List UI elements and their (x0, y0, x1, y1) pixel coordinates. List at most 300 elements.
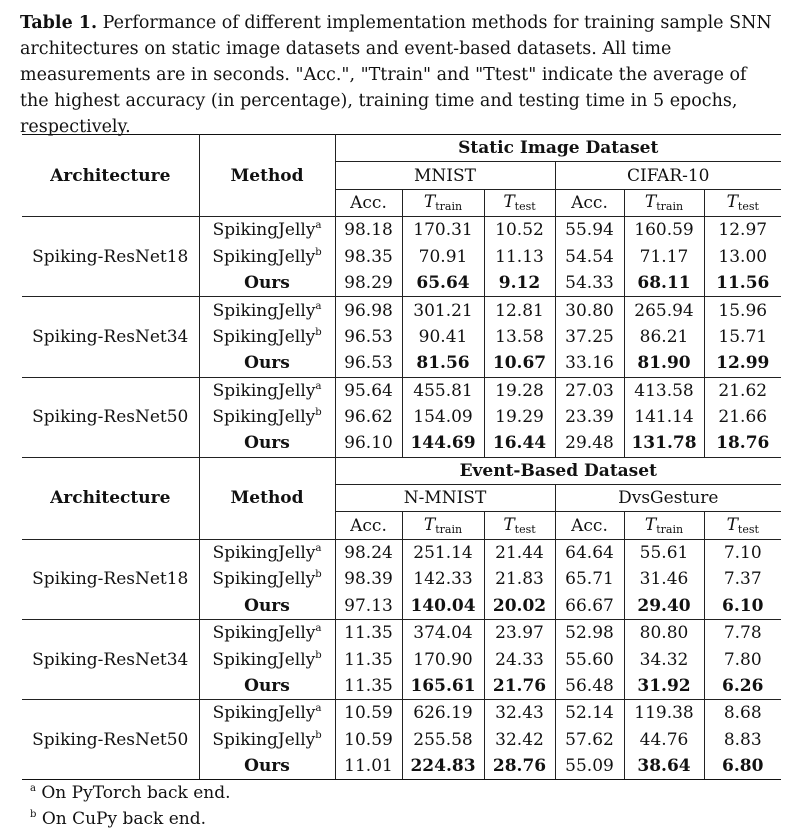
value: 96.53 (344, 353, 393, 374)
method-cell (199, 620, 335, 647)
footnote-a (30, 778, 231, 804)
value: 64.64 (565, 543, 614, 564)
value-cell (484, 539, 555, 566)
architecture-cell: Spiking-ResNet50 (22, 377, 199, 457)
value: 31.92 (637, 676, 691, 696)
value: 90.41 (418, 326, 468, 347)
value: 8.68 (723, 703, 762, 724)
value: 301.21 (413, 300, 473, 321)
value: 165.61 (410, 676, 476, 696)
value-cell (402, 297, 484, 324)
method-cell (199, 404, 335, 430)
value-cell (624, 324, 704, 350)
value-cell (555, 244, 624, 270)
value-cell (555, 377, 624, 404)
value: 7.78 (723, 623, 762, 644)
value: 98.29 (344, 273, 393, 294)
architecture-cell: Spiking-ResNet18 (22, 217, 199, 297)
method-label: Ours (244, 273, 290, 294)
table-row (22, 539, 781, 566)
value-cell (484, 404, 555, 430)
header-t-symbol: T (644, 515, 657, 536)
value: 13.58 (495, 326, 544, 347)
header-t-subscript: train (435, 200, 463, 214)
t-test-header (704, 512, 781, 539)
value: 57.62 (565, 729, 614, 750)
value-cell (555, 324, 624, 350)
method-footnote-mark: b (315, 649, 322, 661)
value-cell (335, 350, 402, 377)
value-cell (335, 673, 402, 700)
architecture-header: Architecture (22, 135, 199, 217)
table-row (22, 217, 781, 244)
method-cell (199, 430, 335, 457)
method-footnote-mark: a (315, 220, 322, 232)
method-label: Ours (244, 676, 290, 696)
method-cell (199, 727, 335, 753)
value: 16.44 (492, 433, 547, 454)
method-label: SpikingJelly (212, 246, 316, 267)
value-cell (335, 566, 402, 592)
value-cell (335, 620, 402, 647)
value: 54.33 (565, 273, 614, 294)
value: 11.35 (344, 649, 393, 670)
value: 55.09 (565, 756, 614, 777)
value-cell (484, 700, 555, 727)
value: 6.26 (722, 676, 764, 696)
value-cell (335, 700, 402, 727)
value-cell (335, 646, 402, 672)
value: 21.83 (495, 569, 544, 590)
value-cell (335, 727, 402, 753)
value-cell (704, 593, 781, 620)
method-label: SpikingJelly (212, 380, 316, 401)
value: 141.14 (634, 407, 694, 428)
value-cell (484, 593, 555, 620)
value: 98.18 (344, 220, 393, 241)
architecture-cell: Spiking-ResNet34 (22, 297, 199, 377)
value-cell (484, 297, 555, 324)
header-t-symbol: T (423, 515, 436, 536)
value-cell (484, 217, 555, 244)
value: 19.29 (495, 407, 544, 428)
value: 21.62 (718, 380, 768, 401)
method-cell (199, 244, 335, 270)
method-label: Ours (244, 353, 290, 374)
value: 98.35 (344, 246, 393, 267)
value: 98.39 (344, 569, 393, 590)
value-cell (335, 270, 402, 297)
table-row (22, 377, 781, 404)
value-cell (704, 404, 781, 430)
value: 68.11 (637, 273, 691, 294)
table-row (22, 620, 781, 647)
performance-table (22, 134, 781, 780)
value: 96.10 (344, 433, 393, 454)
method-cell (199, 377, 335, 404)
value: 81.90 (637, 353, 691, 374)
value-cell (484, 350, 555, 377)
method-header: Method (199, 457, 335, 539)
value-cell (704, 620, 781, 647)
value: 21.44 (495, 543, 544, 564)
method-cell (199, 673, 335, 700)
value-cell (335, 430, 402, 457)
caption-text: Performance of different implementation methods for training sample SNN architectures on static image datasets and event-based datasets. All time measurements are in seconds. "Acc.", "Ttrain" and "Ttest" indicate the average of the highest accuracy (in percentage), training time and testing time in 5 epochs, respectively. (20, 13, 772, 137)
value: 413.58 (634, 380, 694, 401)
value-cell (624, 727, 704, 753)
value: 29.40 (637, 595, 691, 616)
value: 15.96 (718, 300, 768, 321)
section-header-row (22, 457, 781, 484)
dataset-name: MNIST (335, 162, 555, 189)
value: 11.35 (344, 623, 393, 644)
value: 170.31 (413, 220, 473, 241)
value-cell (555, 217, 624, 244)
value-cell (335, 217, 402, 244)
value: 86.21 (639, 326, 689, 347)
value-cell (402, 593, 484, 620)
value: 65.71 (565, 569, 614, 590)
value: 31.46 (639, 569, 689, 590)
method-footnote-mark: a (315, 543, 322, 555)
value: 265.94 (634, 300, 694, 321)
value: 52.14 (565, 703, 614, 724)
architecture-header: Architecture (22, 457, 199, 539)
value-cell (402, 566, 484, 592)
value: 20.02 (492, 595, 547, 616)
value: 21.76 (492, 676, 547, 696)
value: 24.33 (495, 649, 544, 670)
value: 11.13 (495, 246, 544, 267)
value-cell (704, 430, 781, 457)
value-cell (704, 673, 781, 700)
method-footnote-mark: b (315, 326, 322, 338)
value-cell (624, 217, 704, 244)
value: 81.56 (416, 353, 470, 374)
method-label: SpikingJelly (212, 543, 316, 564)
method-label: SpikingJelly (212, 407, 316, 428)
value: 55.60 (565, 649, 614, 670)
value-cell (704, 270, 781, 297)
section-title: Event-Based Dataset (335, 457, 781, 484)
value: 251.14 (413, 543, 473, 564)
value: 19.28 (495, 380, 544, 401)
method-label: Ours (244, 595, 290, 616)
value: 96.62 (344, 407, 393, 428)
value-cell (624, 673, 704, 700)
value: 38.64 (637, 756, 691, 777)
method-footnote-mark: a (315, 380, 322, 392)
value-cell (484, 566, 555, 592)
value: 11.35 (344, 676, 393, 696)
table-caption (20, 10, 780, 140)
t-train-header (402, 512, 484, 539)
value-cell (704, 727, 781, 753)
header-t-subscript: test (514, 523, 536, 537)
value-cell (484, 324, 555, 350)
value-cell (335, 593, 402, 620)
value: 32.43 (495, 703, 544, 724)
value: 9.12 (498, 273, 541, 294)
header-t-subscript: train (656, 523, 684, 537)
value: 15.71 (718, 326, 768, 347)
value-cell (402, 539, 484, 566)
value-cell (555, 727, 624, 753)
method-label: SpikingJelly (212, 649, 316, 670)
value: 96.98 (344, 300, 393, 321)
value-cell (555, 430, 624, 457)
caption-label: Table 1. (20, 13, 98, 33)
acc-header: Acc. (335, 512, 402, 539)
value: 55.94 (565, 220, 614, 241)
value-cell (402, 244, 484, 270)
value: 13.00 (718, 246, 768, 267)
value-cell (555, 753, 624, 780)
value: 37.25 (565, 326, 614, 347)
value-cell (402, 673, 484, 700)
architecture-cell: Spiking-ResNet34 (22, 620, 199, 700)
value: 6.80 (722, 756, 764, 777)
value-cell (624, 270, 704, 297)
t-train-header (402, 189, 484, 216)
value: 255.58 (413, 729, 473, 750)
value-cell (624, 297, 704, 324)
value: 224.83 (410, 756, 476, 777)
value-cell (555, 593, 624, 620)
value: 626.19 (413, 703, 473, 724)
method-footnote-mark: a (315, 300, 322, 312)
value-cell (335, 297, 402, 324)
value: 66.67 (565, 595, 614, 616)
value: 140.04 (410, 595, 476, 616)
method-label: Ours (244, 433, 290, 454)
method-footnote-mark: b (315, 246, 322, 258)
method-cell (199, 324, 335, 350)
footnote-mark: b (30, 809, 37, 820)
header-t-subscript: train (435, 523, 463, 537)
value-cell (555, 566, 624, 592)
header-t-subscript: test (737, 200, 759, 214)
value: 97.13 (344, 595, 393, 616)
value-cell (555, 270, 624, 297)
value-cell (484, 377, 555, 404)
value: 52.98 (565, 623, 614, 644)
value: 12.99 (716, 353, 770, 374)
value-cell (555, 350, 624, 377)
value-cell (555, 646, 624, 672)
value: 27.03 (565, 380, 614, 401)
value-cell (555, 620, 624, 647)
value: 28.76 (492, 756, 547, 777)
t-test-header (704, 189, 781, 216)
header-t-symbol: T (503, 192, 515, 213)
value-cell (402, 430, 484, 457)
method-label: SpikingJelly (212, 729, 316, 750)
value: 119.38 (634, 703, 694, 724)
value-cell (555, 404, 624, 430)
value: 23.97 (495, 623, 544, 644)
value: 6.10 (722, 595, 764, 616)
acc-header: Acc. (335, 189, 402, 216)
value-cell (335, 244, 402, 270)
value-cell (624, 700, 704, 727)
footnote-text: On CuPy back end. (41, 809, 207, 829)
method-label: SpikingJelly (212, 326, 316, 347)
value-cell (484, 270, 555, 297)
acc-header: Acc. (555, 189, 624, 216)
value-cell (624, 593, 704, 620)
value-cell (335, 377, 402, 404)
value: 70.91 (418, 246, 468, 267)
method-cell (199, 566, 335, 592)
method-footnote-mark: a (315, 703, 322, 715)
value: 98.24 (344, 543, 393, 564)
value-cell (555, 700, 624, 727)
section-title: Static Image Dataset (335, 135, 781, 162)
header-t-symbol: T (423, 192, 436, 213)
method-cell (199, 646, 335, 672)
value-cell (402, 727, 484, 753)
value: 34.32 (639, 649, 689, 670)
value-cell (335, 753, 402, 780)
value-cell (624, 350, 704, 377)
value: 33.16 (565, 353, 614, 374)
footnote-mark: a (30, 783, 36, 794)
value-cell (624, 244, 704, 270)
value-cell (484, 244, 555, 270)
value: 10.52 (495, 220, 544, 241)
method-header: Method (199, 135, 335, 217)
value: 10.67 (492, 353, 547, 374)
value: 96.53 (344, 326, 393, 347)
dataset-name: DvsGesture (555, 485, 781, 512)
method-label: SpikingJelly (212, 220, 316, 241)
value: 56.48 (565, 676, 614, 696)
value-cell (484, 727, 555, 753)
value: 144.69 (410, 433, 476, 454)
value: 7.37 (723, 569, 762, 590)
value: 7.10 (723, 543, 762, 564)
method-label: SpikingJelly (212, 569, 316, 590)
method-footnote-mark: a (315, 623, 322, 635)
header-t-subscript: test (737, 523, 759, 537)
table-row (22, 297, 781, 324)
method-footnote-mark: b (315, 729, 322, 741)
value-cell (402, 646, 484, 672)
value-cell (704, 753, 781, 780)
value: 80.80 (639, 623, 689, 644)
method-cell (199, 217, 335, 244)
value: 10.59 (344, 729, 393, 750)
value-cell (704, 377, 781, 404)
value: 44.76 (639, 729, 689, 750)
value: 55.61 (639, 543, 689, 564)
value-cell (484, 673, 555, 700)
value-cell (624, 646, 704, 672)
t-train-header (624, 512, 704, 539)
architecture-cell: Spiking-ResNet50 (22, 700, 199, 780)
value-cell (402, 620, 484, 647)
method-label: SpikingJelly (212, 300, 316, 321)
architecture-cell: Spiking-ResNet18 (22, 539, 199, 619)
t-test-header (484, 189, 555, 216)
value: 170.90 (413, 649, 473, 670)
method-label: Ours (244, 756, 290, 777)
value: 65.64 (416, 273, 470, 294)
value-cell (402, 753, 484, 780)
table-row (22, 700, 781, 727)
value-cell (555, 539, 624, 566)
value-cell (402, 350, 484, 377)
value-cell (704, 297, 781, 324)
value-cell (402, 377, 484, 404)
value-cell (624, 566, 704, 592)
value-cell (704, 350, 781, 377)
method-cell (199, 539, 335, 566)
value: 21.66 (718, 407, 768, 428)
dataset-name: CIFAR-10 (555, 162, 781, 189)
value: 12.97 (718, 220, 768, 241)
value: 11.01 (344, 756, 393, 777)
value-cell (402, 700, 484, 727)
value-cell (335, 539, 402, 566)
value-cell (704, 217, 781, 244)
value: 29.48 (565, 433, 614, 454)
value-cell (704, 244, 781, 270)
value: 11.56 (716, 273, 770, 294)
value-cell (335, 324, 402, 350)
value: 10.59 (344, 703, 393, 724)
value: 154.09 (413, 407, 473, 428)
header-t-symbol: T (726, 515, 738, 536)
method-footnote-mark: b (315, 569, 322, 581)
value-cell (402, 404, 484, 430)
value: 131.78 (631, 433, 697, 454)
section-header-row (22, 135, 781, 162)
value-cell (335, 404, 402, 430)
value: 142.33 (413, 569, 473, 590)
value-cell (402, 324, 484, 350)
value: 8.83 (723, 729, 762, 750)
value-cell (484, 430, 555, 457)
value-cell (624, 620, 704, 647)
header-t-subscript: train (656, 200, 684, 214)
acc-header: Acc. (555, 512, 624, 539)
footnote-text: On PyTorch back end. (41, 783, 231, 803)
dataset-name: N-MNIST (335, 485, 555, 512)
value-cell (484, 620, 555, 647)
t-train-header (624, 189, 704, 216)
value-cell (624, 430, 704, 457)
method-footnote-mark: b (315, 407, 322, 419)
header-t-symbol: T (726, 192, 738, 213)
value-cell (704, 646, 781, 672)
footnote-b (30, 804, 206, 830)
value: 12.81 (495, 300, 544, 321)
value-cell (402, 270, 484, 297)
value-cell (704, 324, 781, 350)
method-label: SpikingJelly (212, 623, 316, 644)
value-cell (484, 753, 555, 780)
value: 7.80 (723, 649, 762, 670)
value: 71.17 (639, 246, 689, 267)
method-cell (199, 270, 335, 297)
t-test-header (484, 512, 555, 539)
method-cell (199, 753, 335, 780)
method-label: SpikingJelly (212, 703, 316, 724)
value-cell (555, 673, 624, 700)
